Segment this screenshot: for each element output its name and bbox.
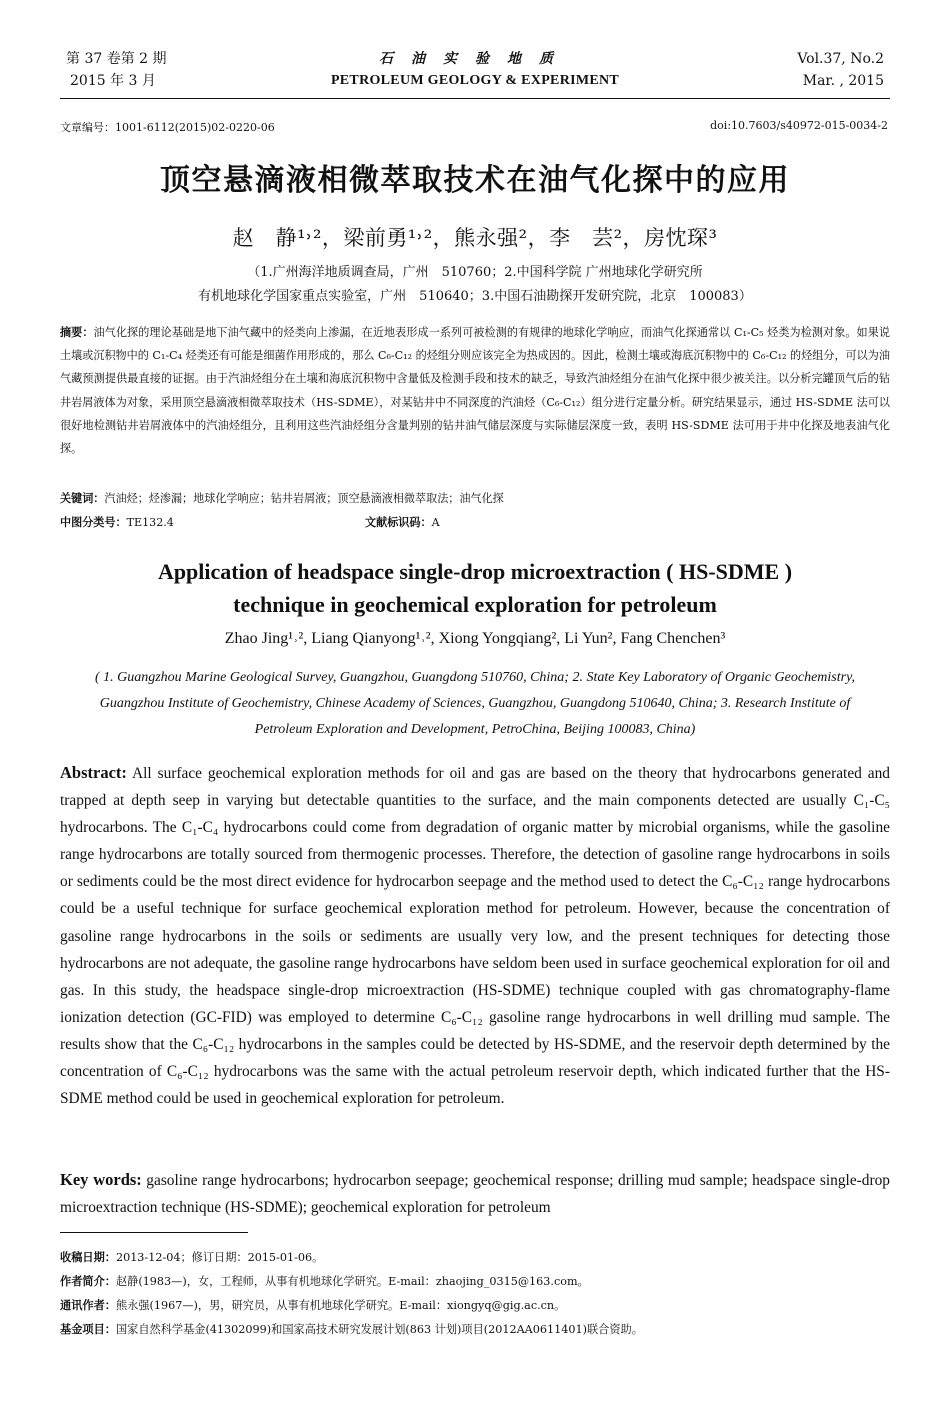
clc-number [60, 514, 174, 530]
funding-text: 国家自然科学基金(41302099)和国家高技术研究发展计划(863 计划)项目(2012AA0611401)联合资助。 [115, 1323, 643, 1336]
abstract-cn [60, 321, 890, 460]
footnote-funding [60, 1321, 900, 1337]
document-code-label: 文献标识码： [365, 516, 432, 529]
authors-en: Zhao Jing¹˒², Liang Qianyong¹˒², Xiong Yongqiang², Li Yun², Fang Chenchen³ [224, 630, 726, 647]
authors-cn: 赵 静¹˒²，梁前勇¹˒²，熊永强²，李 芸²，房忱琛³ [232, 226, 718, 250]
abstract-cn-text: 油气化探的理论基础是地下油气藏中的烃类向上渗漏，在近地表形成一系列可被检测的有规律的地球化学响应，而油气化探通常以 C₁-C₅ 烃类为检测对象。如果说土壤或沉积物中的 C₁-C₄ 烃类还有可能是细菌作用形成的，那么 C₆-C₁₂ 的烃组分则应该完全为热成因的。因此，检测土壤或海底沉积物中的 C₆-C₁₂ 的烃组分，可以为油气藏预测提供最直接的证据。由于汽油烃组分在土壤和海底沉积物中含量低及检测手段和技术的缺乏，导致汽油烃组分在油气化探中很少被关注。以分析完罐顶气后的钻井岩屑液体为对象，采用顶空悬滴液相微萃取技术（HS-SDME），对某钻井中不同深度的汽油烃（C₆-C₁₂）组分进行定量分析。研究结果显示，通过 HS-SDME 法可以很好地检测钻井岩屑液体中的汽油烃组分，且利用这些汽油烃组分含量判别的钻井油气储层深度与实际储层深度一致，表明 HS-SDME 法可用于井中化探及地表油气化探。 [60, 326, 890, 456]
doi: doi:10.7603/s40972-015-0034-2 [710, 119, 888, 132]
footnote-divider [60, 1232, 248, 1233]
keywords-en-text: gasoline range hydrocarbons; hydrocarbon seepage; geochemical response; drilling mud sample; headspace single-drop microextraction technique (HS-SDME); geochemical exploration for petroleum [60, 1172, 890, 1217]
corresponding-text: 熊永强(1967—)，男，研究员，从事有机地球化学研究。E-mail：xiongyq@gig.ac.cn。 [115, 1299, 566, 1312]
volume-issue-en: Vol.37, No.2 [797, 51, 884, 67]
title-cn: 顶空悬滴液相微萃取技术在油气化探中的应用 [160, 163, 790, 198]
title-en-line1: Application of headspace single-drop microextraction ( HS-SDME ) [157, 559, 793, 584]
abstract-cn-label: 摘要： [60, 326, 94, 339]
funding-label: 基金项目： [60, 1322, 116, 1336]
header-divider [60, 98, 890, 99]
document-code-value: A [431, 516, 440, 529]
clc-value: TE132.4 [126, 516, 174, 529]
corresponding-label: 通讯作者： [60, 1298, 116, 1312]
footnote-corresponding [60, 1297, 900, 1313]
author-label: 作者简介： [60, 1274, 116, 1288]
document-code [365, 514, 440, 530]
footnote-author [60, 1273, 900, 1289]
keywords-en-label: Key words: [60, 1170, 142, 1189]
abstract-en [60, 759, 890, 1112]
author-text: 赵静(1983—)，女，工程师，从事有机地球化学研究。E-mail：zhaojing_0315@163.com。 [115, 1275, 589, 1288]
abstract-en-text: All surface geochemical exploration methods for oil and gas are based on the theory that hydrocarbons generated and trapped at depth seep in varying but detectable quantities to the surface, and the main components detected are usually C₁-C₅ hydrocarbons. The C₁-C₄ hydrocarbons could come from degradation of organic matter by microbial organisms, while the gasoline range hydrocarbons are totally sourced from thermogenic processes. Therefore, the detection of gasoline range hydrocarbons in soils or sediments could be the most direct evidence for hydrocarbon seepage and the method used to detect the C₆-C₁₂ range hydrocarbons could be a useful technique for surface geochemical exploration method for petroleum. However, because the concentration of gasoline range hydrocarbons in the soils or sediments are usually very low, and the present techniques for detecting those hydrocarbons are not adequate, the gasoline range hydrocarbons have seldom been used in surface geochemical exploration for oil and gas. In this study, the headspace single-drop microextraction (HS-SDME) technique coupled with gas chromatography-flame ionization detection (GC-FID) was employed to determine C₆-C₁₂ gasoline range hydrocarbons in well drilling mud sample. The results show that the C₆-C₁₂ hydrocarbons in the samples could be detected by HS-SDME, and the reservoir depth determined by the concentration of C₆-C₁₂ hydrocarbons was the same with the actual petroleum reservoir depth, which indicated further that the HS-SDME method could be used in geochemical exploration for petroleum. [60, 765, 890, 1108]
clc-label: 中图分类号： [60, 516, 127, 529]
keywords-cn-text: 汽油烃；烃渗漏；地球化学响应；钻井岩屑液；顶空悬滴液相微萃取法；油气化探 [104, 492, 504, 505]
received-text: 2013-12-04；修订日期：2015-01-06。 [115, 1251, 324, 1264]
issue-info-en [797, 48, 884, 92]
keywords-en [60, 1166, 890, 1221]
title-en-line2: technique in geochemical exploration for petroleum [233, 592, 717, 617]
date-cn: 2015 年 3 月 [70, 73, 156, 89]
article-number: 文章编号：1001-6112(2015)02-0220-06 [60, 121, 275, 134]
volume-issue-cn: 第 37 卷第 2 期 [66, 51, 167, 67]
affiliation-en: ( 1. Guangzhou Marine Geological Survey, Guangzhou, Guangdong 510760, China; 2. State Key Laboratory of Organic Geochemistry, Guangzhou Institute of Geochemistry, Chinese Academy of Sciences, Guangzhou, Guangdong 510640, China; 3. Research Institute of Petroleum Exploration and Development, PetroChina, Beijing 100083, China) [94, 670, 856, 737]
journal-name-cn: 石油实验地质 [379, 51, 571, 67]
received-label: 收稿日期： [60, 1250, 116, 1264]
keywords-cn [60, 490, 890, 506]
affiliation-cn-line1: （1.广州海洋地质调查局，广州 510760；2.中国科学院 广州地球化学研究所 [247, 265, 703, 280]
footnote-received [60, 1249, 900, 1265]
keywords-cn-label: 关键词： [60, 492, 105, 505]
journal-name-en: PETROLEUM GEOLOGY & EXPERIMENT [330, 73, 620, 88]
abstract-en-label: Abstract: [60, 763, 127, 782]
affiliation-cn-line2: 有机地球化学国家重点实验室，广州 510640；3.中国石油勘探开发研究院，北京 100083） [198, 289, 752, 304]
title-en [0, 555, 950, 621]
date-en: Mar. , 2015 [802, 73, 884, 89]
